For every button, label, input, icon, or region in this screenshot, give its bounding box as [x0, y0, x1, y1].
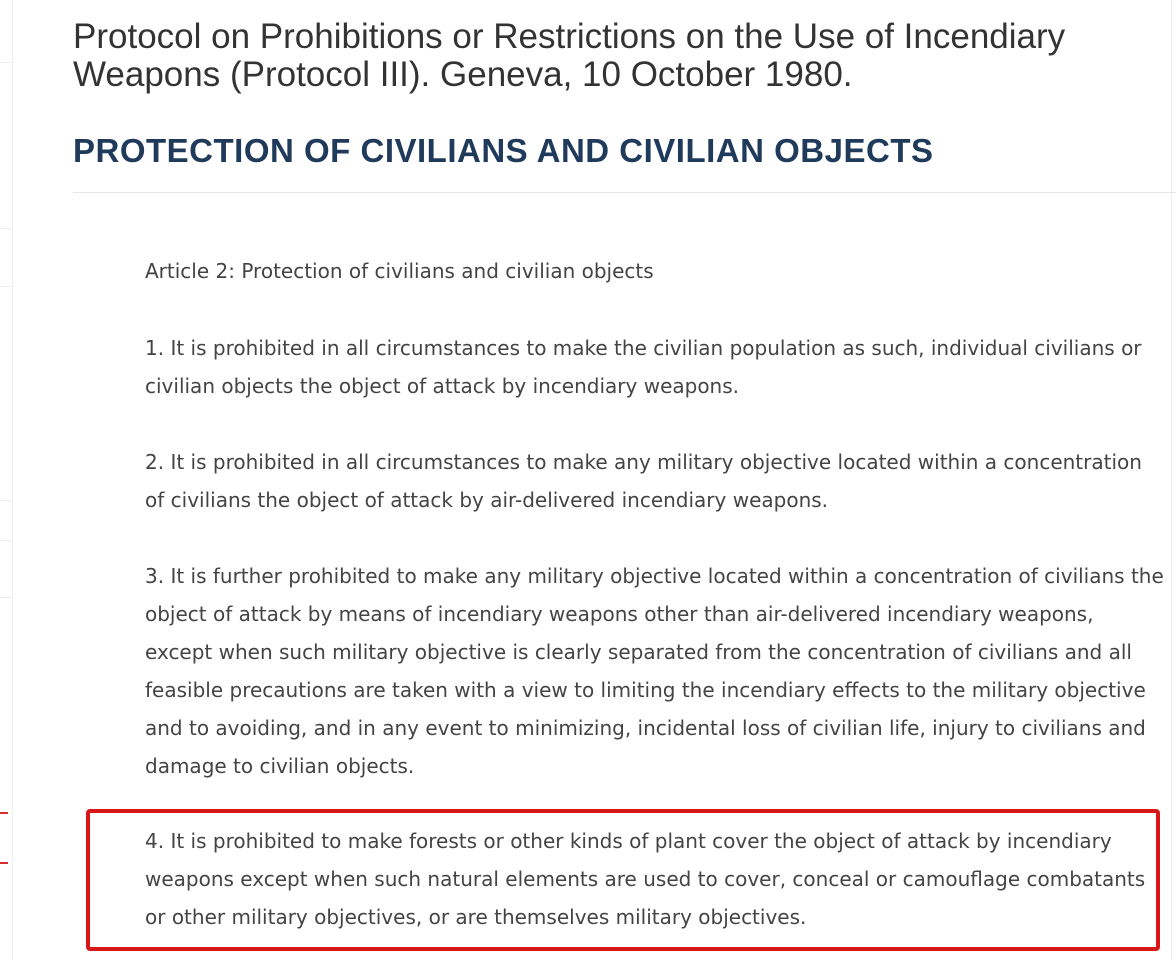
gutter-divider [0, 62, 12, 63]
article-paragraph-4: 4. It is prohibited to make forests or other kinds of plant cover the object of attack by incendiary weapons except when such natural elements are used to cover, conceal or camouflage combatants or other military objectives, or are themselves military objectives. [145, 829, 1146, 929]
left-gutter [0, 0, 13, 960]
gutter-divider [0, 540, 12, 541]
gutter-divider [0, 228, 12, 229]
article-paragraph-1: 1. It is prohibited in all circumstances to make the civilian population as such, individual civilians or civilian objects the object of attack by incendiary weapons. [145, 336, 1142, 398]
right-edge [1171, 0, 1176, 960]
article-paragraph-3: 3. It is further prohibited to make any military objective located within a concentration of civilians the object of attack by means of incendiary weapons other than air-delivered incendiary weapons, except when such military objective is clearly separated from the concentration of civilians and all feasible precautions are taken with a view to limiting the incendiary effects to the military objective and to avoiding, and in any event to minimizing, incidental loss of civilian life, injury to civilians and damage to civilian objects. [145, 564, 1164, 778]
article-title: Article 2: Protection of civilians and civilian objects [145, 259, 654, 283]
gutter-divider [0, 286, 12, 287]
gutter-divider [0, 500, 12, 501]
gutter-divider [0, 597, 12, 598]
gutter-marker [0, 862, 8, 864]
heading-divider [73, 192, 1176, 193]
document-title: Protocol on Prohibitions or Restrictions on the Use of Incendiary Weapons (Protocol III). Geneva, 10 October 1980. [73, 17, 1066, 94]
section-heading: PROTECTION OF CIVILIANS AND CIVILIAN OBJECTS [73, 132, 934, 169]
gutter-marker [0, 812, 8, 814]
article-paragraph-2: 2. It is prohibited in all circumstances to make any military objective located within a concentration of civilians the object of attack by air-delivered incendiary weapons. [145, 450, 1142, 512]
